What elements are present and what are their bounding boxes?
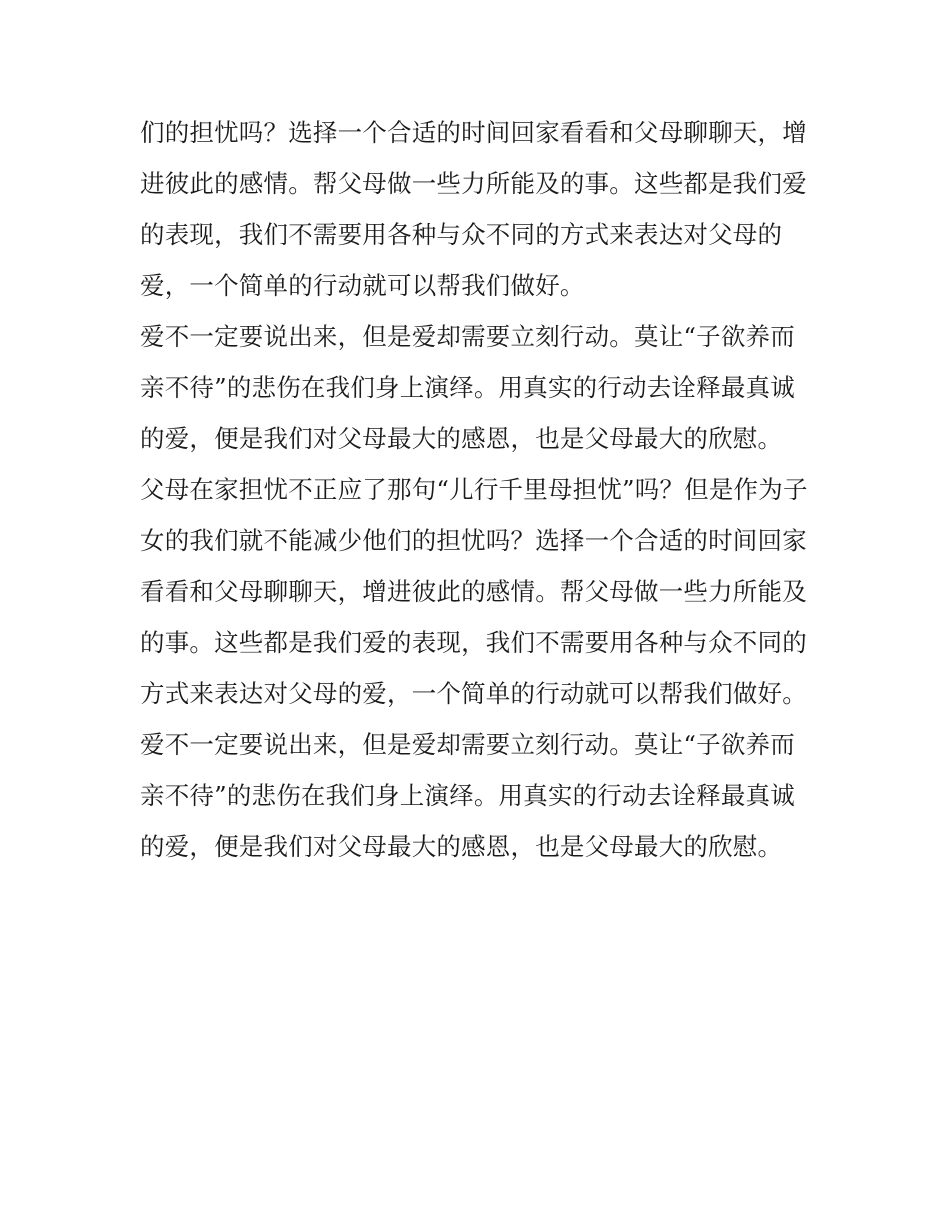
text-line: 爱不一定要说出来，但是爱却需要立刻行动。莫让“子欲养而 bbox=[140, 322, 795, 351]
text-line: 们的担忧吗？选择一个合适的时间回家看看和父母聊聊天，增 bbox=[140, 118, 807, 147]
text-line: 父母在家担忧不正应了那句“儿行千里母担忧”吗？但是作为子 bbox=[140, 475, 808, 504]
text-line: 看看和父母聊聊天，增进彼此的感情。帮父母做一些力所能及 bbox=[140, 577, 807, 606]
text-line: 爱不一定要说出来，但是爱却需要立刻行动。莫让“子欲养而 bbox=[140, 730, 795, 759]
body-text bbox=[140, 107, 820, 872]
text-line: 的爱，便是我们对父母最大的感恩，也是父母最大的欣慰。 bbox=[140, 424, 783, 453]
text-line: 的事。这些都是我们爱的表现，我们不需要用各种与众不同的 bbox=[140, 628, 807, 657]
text-line: 亲不待”的悲伤在我们身上演绎。用真实的行动去诠释最真诚 bbox=[140, 781, 795, 810]
text-line: 进彼此的感情。帮父母做一些力所能及的事。这些都是我们爱 bbox=[140, 169, 807, 198]
text-line: 亲不待”的悲伤在我们身上演绎。用真实的行动去诠释最真诚 bbox=[140, 373, 795, 402]
text-line: 的爱，便是我们对父母最大的感恩，也是父母最大的欣慰。 bbox=[140, 832, 783, 861]
text-line: 女的我们就不能减少他们的担忧吗？选择一个合适的时间回家 bbox=[140, 526, 807, 555]
text-line: 爱，一个简单的行动就可以帮我们做好。 bbox=[140, 271, 585, 300]
text-line: 的表现，我们不需要用各种与众不同的方式来表达对父母的 bbox=[140, 220, 783, 249]
text-line: 方式来表达对父母的爱，一个简单的行动就可以帮我们做好。 bbox=[140, 679, 807, 708]
